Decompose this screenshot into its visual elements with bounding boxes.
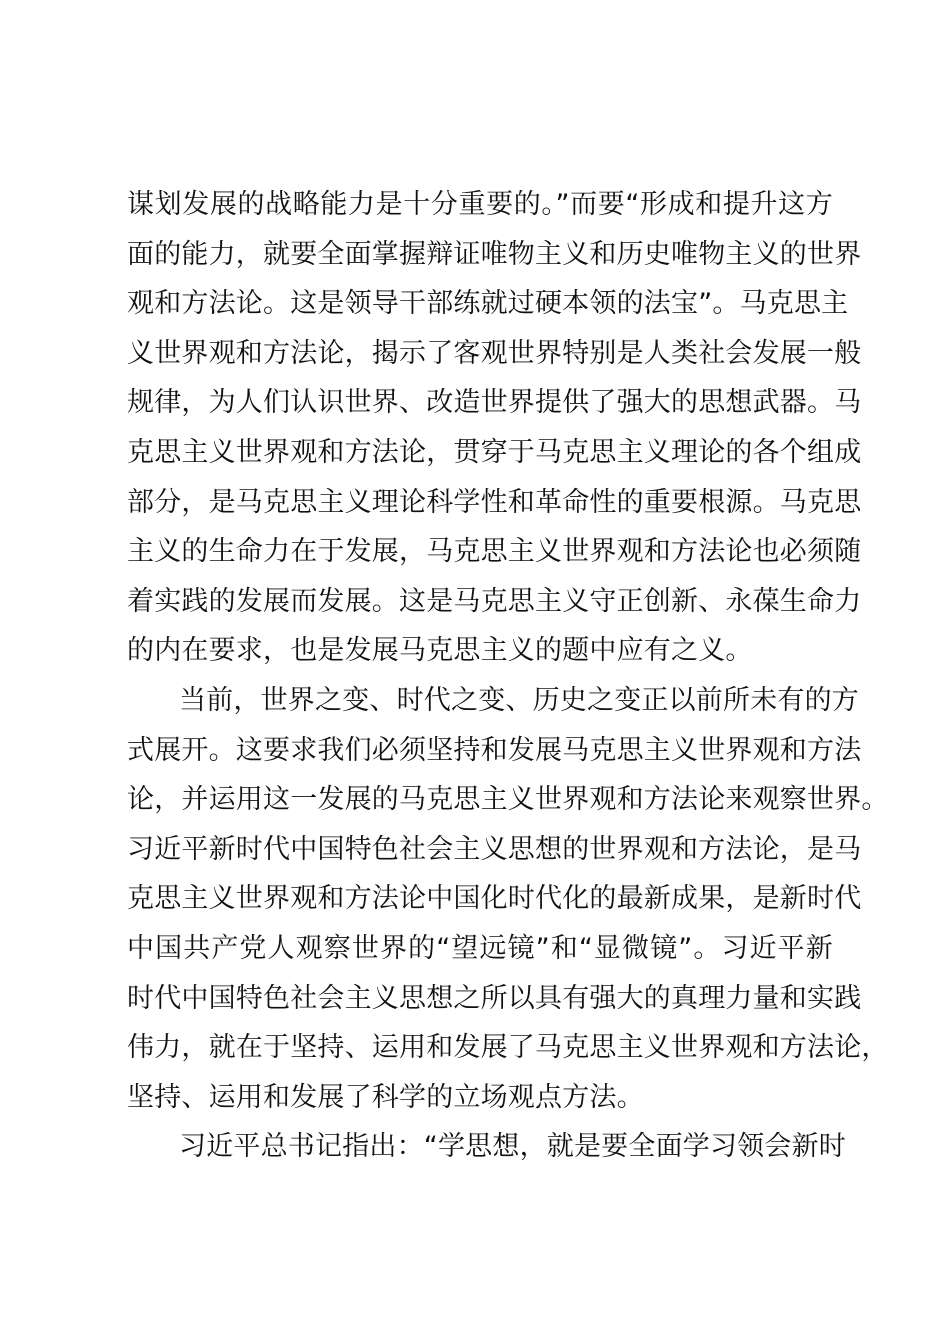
- text-line: 义世界观和方法论，揭示了客观世界特别是人类社会发展一般: [127, 337, 862, 369]
- text-line: 谋划发展的战略能力是十分重要的。”而要“形成和提升这方: [127, 189, 833, 220]
- paragraph-first-line: 习近平总书记指出：“学思想，就是要全面学习领会新时: [179, 1131, 846, 1163]
- text-line: 面的能力，就要全面掌握辩证唯物主义和历史唯物主义的世界: [127, 238, 862, 270]
- text-line: 着实践的发展而发展。这是马克思主义守正创新、永葆生命力: [127, 585, 862, 617]
- text-line: 习近平新时代中国特色社会主义思想的世界观和方法论，是马: [127, 833, 862, 865]
- text-line: 的内在要求，也是发展马克思主义的题中应有之义。: [127, 635, 753, 667]
- paragraph-first-line: 当前，世界之变、时代之变、历史之变正以前所未有的方: [179, 684, 859, 716]
- text-line: 主义的生命力在于发展，马克思主义世界观和方法论也必须随: [127, 536, 862, 568]
- text-line: 观和方法论。这是领导干部练就过硬本领的法宝”。马克思主: [127, 288, 849, 320]
- text-line: 规律，为人们认识世界、改造世界提供了强大的思想武器。马: [127, 387, 862, 419]
- text-line: 时代中国特色社会主义思想之所以具有强大的真理力量和实践: [127, 982, 862, 1014]
- text-line: 中国共产党人观察世界的“望远镜”和“显微镜”。习近平新: [127, 932, 833, 964]
- text-line: 克思主义世界观和方法论，贯穿于马克思主义理论的各个组成: [127, 436, 862, 468]
- text-line: 部分，是马克思主义理论科学性和革命性的重要根源。马克思: [127, 486, 862, 518]
- text-line: 克思主义世界观和方法论中国化时代化的最新成果，是新时代: [127, 883, 862, 915]
- body-text: [127, 180, 889, 1172]
- text-line: 伟力，就在于坚持、运用和发展了马克思主义世界观和方法论，: [127, 1032, 889, 1064]
- text-line: 论，并运用这一发展的马克思主义世界观和方法论来观察世界。: [127, 784, 889, 816]
- text-line: 式展开。这要求我们必须坚持和发展马克思主义世界观和方法: [127, 734, 862, 766]
- text-line: 坚持、运用和发展了科学的立场观点方法。: [127, 1081, 644, 1113]
